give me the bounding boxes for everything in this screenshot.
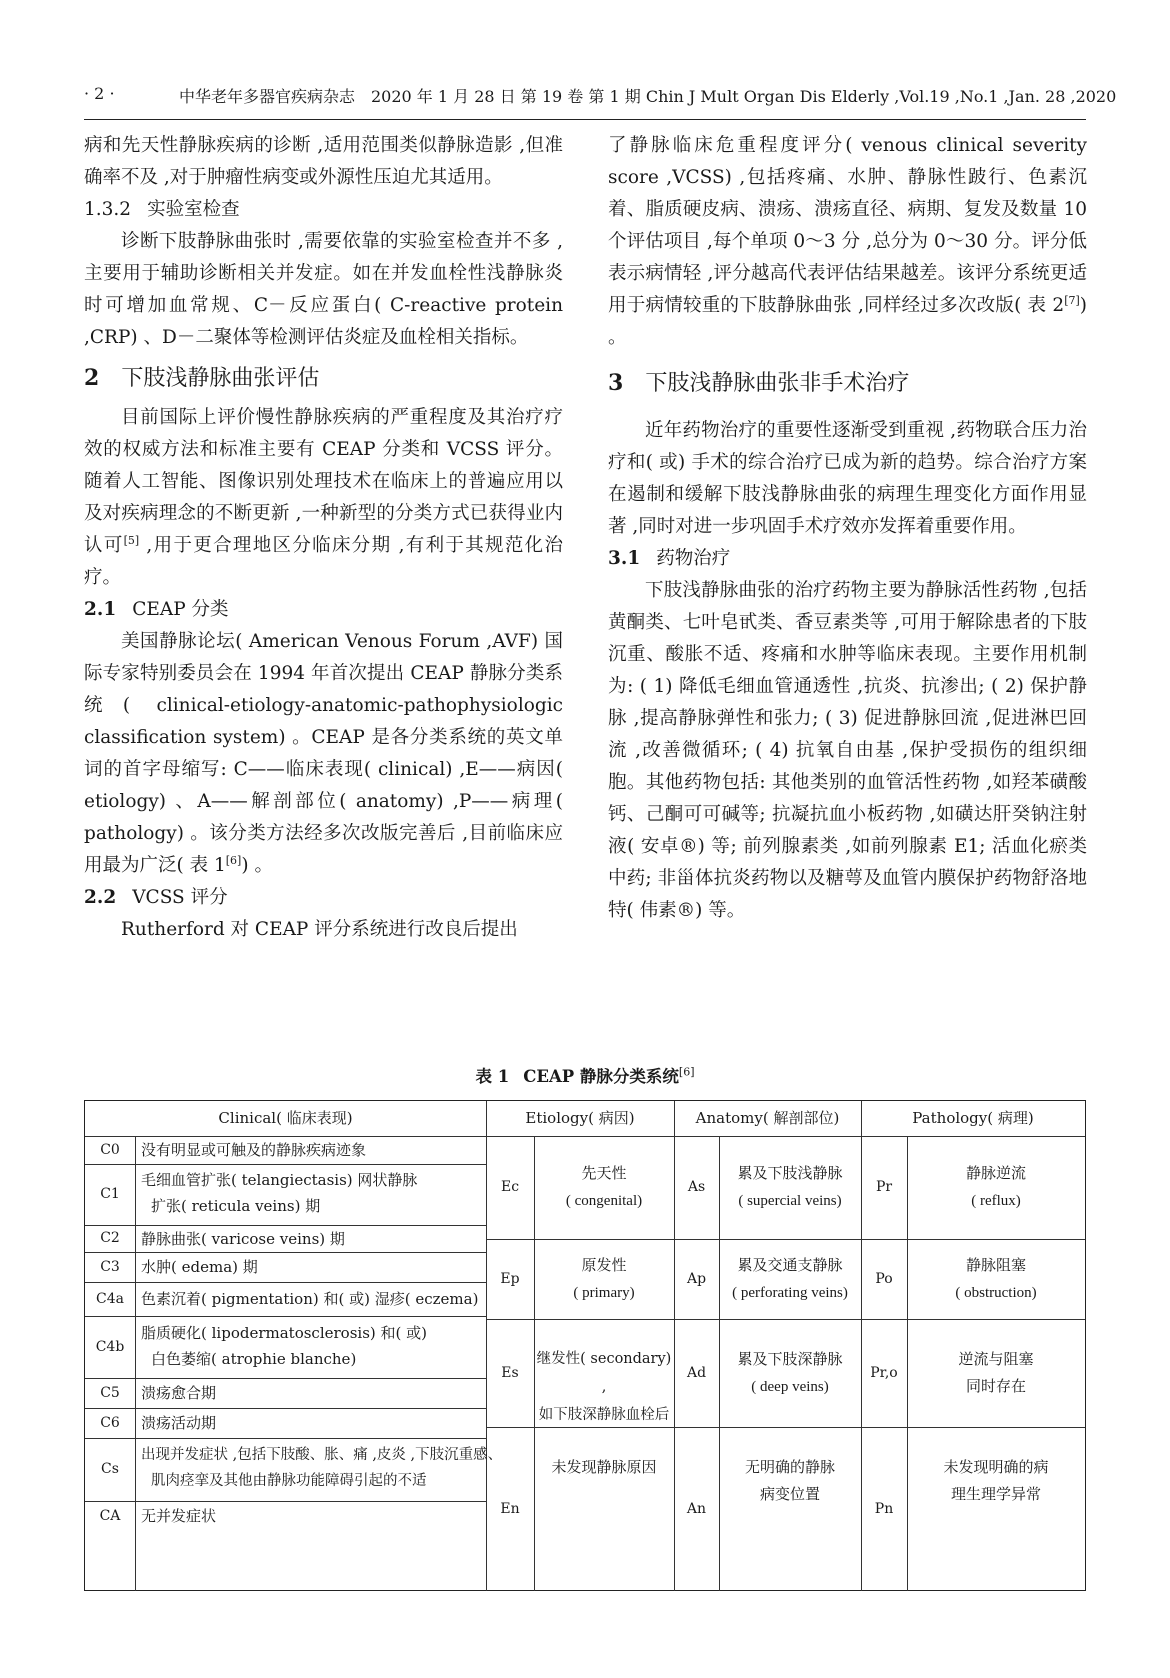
section-title: 下肢浅静脉曲张非手术治疗 (645, 371, 910, 396)
paragraph: 下肢浅静脉曲张的治疗药物主要为静脉活性药物 ,包括黄酮类、七叶皂甙类、香豆素类等 ,可用于解除患者的下肢沉重、酸胀不适、疼痛和水肿等临床表现。主要作用机制为: ( 1) 降低毛细血管通透性 ,抗炎、抗渗出; ( 2) 保护静脉 ,提高静脉弹性和张力; ( 3) 促进静脉回流 ,促进淋巴回流 ,改善微循环; ( 4) 抗氧自由基 ,保护受损伤的组织细胞。其他药物包括: 其他类别的血管活性药物 ,如羟苯磺酸钙、己酮可可碱等; 抗凝抗血小板药物 ,如磺达肝癸钠注射液( 安卓®) 等; 前列腺素类 ,如前列腺素 E1; 活血化瘀类中药; 非甾体抗炎药物以及糖萼及血管内膜保护药物舒洛地特( 伟素®) 等。 (608, 580, 1087, 921)
etiology-desc: 未发现静脉原因 (551, 1458, 657, 1476)
pathology-desc: 静脉阻塞 ( obstruction) (955, 1256, 1037, 1301)
clinical-desc: 色素沉着( pigmentation) 和( 或) 湿疹( eczema) (141, 1290, 479, 1308)
clinical-desc: 没有明显或可触及的静脉疾病迹象 (141, 1141, 367, 1159)
table-rule (85, 1501, 486, 1502)
table-rule (85, 1316, 486, 1317)
clinical-desc: 出现并发症状 ,包括下肢酸、胀、痛 ,皮炎 ,下肢沉重感、 肌肉痉挛及其他由静脉功能障碍引起的不适 (141, 1447, 503, 1489)
paragraph: 诊断下肢静脉曲张时 ,需要依靠的实验室检查并不多 ,主要用于辅助诊断相关并发症。如在并发血栓性浅静脉炎时可增加血常规、C－反应蛋白( C-reactive protein ,CRP) 、D－二聚体等检测评估炎症及血栓相关指标。 (84, 231, 563, 348)
clinical-desc: 无并发症状 (141, 1507, 217, 1525)
table-rule (85, 1252, 486, 1253)
citation: [6] (678, 1065, 695, 1079)
clinical-desc: 溃疡愈合期 (141, 1384, 217, 1402)
table-label: 表 1 (475, 1067, 510, 1086)
etiology-desc: 继发性( secondary) , 如下肢深静脉血栓后 (536, 1351, 672, 1423)
table-rule (486, 1319, 1085, 1320)
etiology-desc: 先天性 ( congenital) (565, 1164, 643, 1209)
table-rule (85, 1164, 486, 1165)
clinical-desc: 水肿( edema) 期 (141, 1258, 258, 1276)
section-title: 药物治疗 (656, 548, 731, 569)
anatomy-desc: 无明确的静脉 病变位置 (744, 1458, 835, 1503)
clinical-code: C6 (100, 1415, 120, 1431)
section-heading (84, 361, 563, 396)
anatomy-code: Ap (686, 1271, 707, 1287)
section-number: 1.3.2 (84, 199, 132, 220)
table-rule (486, 1239, 1085, 1240)
pathology-code: Pr,o (870, 1365, 898, 1381)
table-title: CEAP 静脉分类系统 (523, 1067, 679, 1086)
citation: [5] (123, 533, 140, 547)
table-rule (135, 1136, 136, 1591)
etiology-code: En (500, 1501, 520, 1517)
clinical-code: C3 (100, 1259, 120, 1275)
pathology-code: Pn (874, 1501, 894, 1517)
citation: [7] (1064, 293, 1080, 307)
table-rule (85, 1408, 486, 1409)
section-title: 实验室检查 (147, 199, 240, 220)
subsection-heading (608, 543, 1087, 575)
paragraph: 美国静脉论坛( American Venous Forum ,AVF) 国际专家特别委员会在 1994 年首次提出 CEAP 静脉分类系统( clinical-etiology-anatomic-pathophysiologic classification system) 。CEAP 是各分类系统的英文单词的首字母缩写: C——临床表现( clinical) ,E——病因( etiology) 、A——解剖部位( anatomy) ,P——病理( pathology) 。该分类方法经多次改版完善后 ,目前临床应用最为广泛( 表 1[6]) 。 (84, 631, 563, 876)
table-rule (85, 1282, 486, 1283)
subsection-heading (84, 194, 563, 226)
clinical-desc: 脂质硬化( lipodermatosclerosis) 和( 或) 白色萎缩( atrophie blanche) (141, 1324, 427, 1368)
pathology-code: Pr (875, 1179, 893, 1195)
anatomy-desc: 累及下肢浅静脉 ( supercial veins) (737, 1164, 843, 1209)
clinical-code: C5 (100, 1385, 120, 1401)
pathology-desc: 静脉逆流 ( reflux) (965, 1164, 1026, 1209)
section-title: 下肢浅静脉曲张评估 (121, 366, 320, 391)
clinical-code: C2 (100, 1230, 120, 1246)
page-number: · 2 · (84, 84, 115, 103)
right-column (608, 130, 1087, 927)
pathology-code: Po (875, 1271, 893, 1287)
pathology-desc: 逆流与阻塞 同时存在 (958, 1350, 1034, 1395)
clinical-code: C4b (95, 1339, 125, 1355)
section-title: VCSS 评分 (132, 887, 228, 908)
header-pathology: Pathology( 病理) (912, 1109, 1034, 1127)
section-number: 2.1 (84, 599, 117, 620)
etiology-code: Ec (500, 1179, 520, 1195)
journal-info: 中华老年多器官疾病杂志 2020 年 1 月 28 日 第 19 卷 第 1 期 Chin J Mult Organ Dis Elderly ,Vol.19 ,No.1 ,Jan. 28 ,2020 (179, 87, 1117, 106)
clinical-desc: 静脉曲张( varicose veins) 期 (141, 1230, 345, 1248)
section-number: 3.1 (608, 548, 641, 569)
header-anatomy: Anatomy( 解剖部位) (695, 1109, 840, 1127)
etiology-desc: 原发性 ( primary) (573, 1256, 635, 1301)
anatomy-desc: 累及交通支静脉 ( perforating veins) (732, 1256, 848, 1301)
citation: [6] (225, 853, 242, 867)
table-rule (85, 1378, 486, 1379)
ceap-table (84, 1100, 1086, 1591)
paragraph: 病和先天性静脉疾病的诊断 ,适用范围类似静脉造影 ,但准确率不及 ,对于肿瘤性病变或外源性压迫尤其适用。 (84, 135, 563, 188)
paragraph: Rutherford 对 CEAP 评分系统进行改良后提出 (121, 919, 518, 940)
left-column (84, 130, 563, 946)
clinical-code: C4a (96, 1291, 124, 1307)
running-header (84, 80, 1117, 110)
section-number: 2.2 (84, 887, 117, 908)
clinical-code: C1 (100, 1186, 120, 1202)
clinical-code: C0 (100, 1142, 120, 1158)
anatomy-code: Ad (686, 1365, 707, 1381)
clinical-desc: 毛细血管扩张( telangiectasis) 网状静脉 扩张( reticula veins) 期 (141, 1171, 418, 1215)
etiology-code: Es (501, 1365, 519, 1381)
anatomy-desc: 累及下肢深静脉 ( deep veins) (737, 1350, 843, 1395)
section-heading (608, 366, 1087, 401)
paragraph: 近年药物治疗的重要性逐渐受到重视 ,药物联合压力治疗和( 或) 手术的综合治疗已成为新的趋势。综合治疗方案在遏制和缓解下肢浅静脉曲张的病理生理变化方面作用显著 ,同时对进一步巩固手术疗效亦发挥着重要作用。 (608, 420, 1087, 537)
section-number: 3 (608, 370, 624, 396)
subsection-heading (84, 594, 563, 626)
paragraph: 了静脉临床危重程度评分( venous clinical severity score ,VCSS) ,包括疼痛、水肿、静脉性跛行、色素沉着、脂质硬皮病、溃疡、溃疡直径、病期、复发及数量 10 个评估项目 ,每个单项 0～3 分 ,总分为 0～30 分。评分低表示病情轻 ,评分越高代表评估结果越差。该评分系统更适用于病情较重的下肢静脉曲张 ,同样经过多次改版( 表 2[7]) 。 (608, 135, 1087, 348)
header-etiology: Etiology( 病因) (525, 1109, 635, 1127)
subsection-heading (84, 882, 563, 914)
clinical-code: Cs (101, 1461, 119, 1477)
section-title: CEAP 分类 (132, 599, 229, 620)
anatomy-code: As (687, 1179, 706, 1195)
clinical-desc: 溃疡活动期 (141, 1414, 217, 1432)
anatomy-code: An (686, 1501, 707, 1517)
paragraph: 目前国际上评价慢性静脉疾病的严重程度及其治疗疗效的权威方法和标准主要有 CEAP 分类和 VCSS 评分。随着人工智能、图像识别处理技术在临床上的普遍应用以及对疾病理念的不断更新 ,一种新型的分类方式已获得业内认可[5] ,用于更合理地区分临床分期 ,有利于其规范化治疗。 (84, 407, 563, 588)
etiology-code: Ep (500, 1271, 520, 1287)
table-caption (0, 1063, 1170, 1087)
clinical-code: CA (99, 1508, 121, 1524)
table-rule (85, 1438, 486, 1439)
section-number: 2 (84, 365, 100, 391)
header-rule (84, 119, 1086, 120)
header-clinical: Clinical( 临床表现) (218, 1109, 353, 1127)
pathology-desc: 未发现明确的病 理生理学异常 (943, 1458, 1049, 1503)
